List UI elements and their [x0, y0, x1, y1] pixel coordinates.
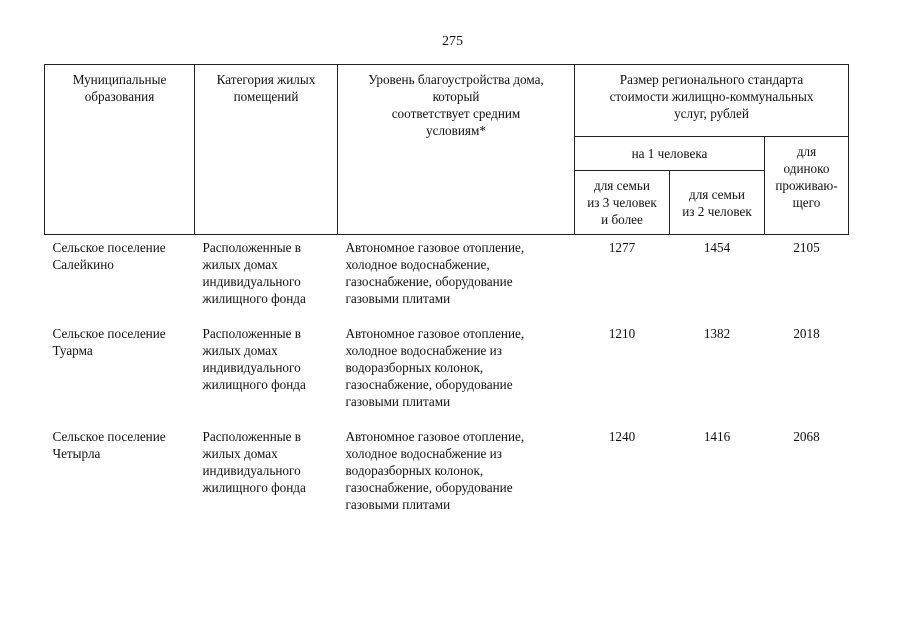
row-family-2: 1416	[703, 429, 731, 444]
header-municipality: Муниципальные образования	[45, 65, 195, 235]
row-single: 2018	[793, 326, 820, 341]
table-body	[45, 235, 849, 518]
row-municipality: Сельское поселение Салейкино	[52, 240, 166, 272]
header-family-2: для семьи из 2 человек	[670, 171, 765, 235]
row-single: 2105	[793, 240, 820, 255]
page-number: 275	[442, 34, 463, 49]
row-family-2: 1382	[703, 326, 731, 341]
header-level: Уровень благоустройства дома, который соответствует средним условиям*	[338, 65, 575, 235]
row-category: Расположенные в жилых домах индивидуального жилищного фонда	[202, 429, 306, 495]
table-header	[45, 65, 849, 235]
row-category: Расположенные в жилых домах индивидуального жилищного фонда	[202, 326, 306, 392]
row-municipality: Сельское поселение Туарма	[52, 326, 166, 358]
row-level: Автономное газовое отопление, холодное водоснабжение из водоразборных колонок, газоснабжение, оборудование газовыми плитами	[345, 326, 525, 409]
row-level: Автономное газовое отопление, холодное водоснабжение из водоразборных колонок, газоснабжение, оборудование газовыми плитами	[345, 429, 525, 512]
table-row	[45, 424, 849, 517]
row-family-3: 1240	[608, 429, 636, 444]
row-family-2: 1454	[703, 240, 731, 255]
header-single: для одиноко проживаю- щего	[765, 137, 849, 235]
housing-standard-table	[44, 64, 849, 517]
row-family-3: 1210	[608, 326, 636, 341]
row-municipality: Сельское поселение Четырла	[52, 429, 166, 461]
table-row	[45, 321, 849, 424]
row-family-3: 1277	[608, 240, 636, 255]
header-family-3: для семьи из 3 человек и более	[575, 171, 670, 235]
header-standard-size: Размер регионального стандарта стоимости жилищно-коммунальных услуг, рублей	[575, 65, 849, 137]
row-single: 2068	[793, 429, 820, 444]
header-category: Категория жилых помещений	[195, 65, 338, 235]
row-category: Расположенные в жилых домах индивидуального жилищного фонда	[202, 240, 306, 306]
table-row	[45, 235, 849, 322]
header-per-person: на 1 человека	[575, 137, 765, 171]
row-level: Автономное газовое отопление, холодное водоснабжение, газоснабжение, оборудование газовыми плитами	[345, 240, 525, 306]
